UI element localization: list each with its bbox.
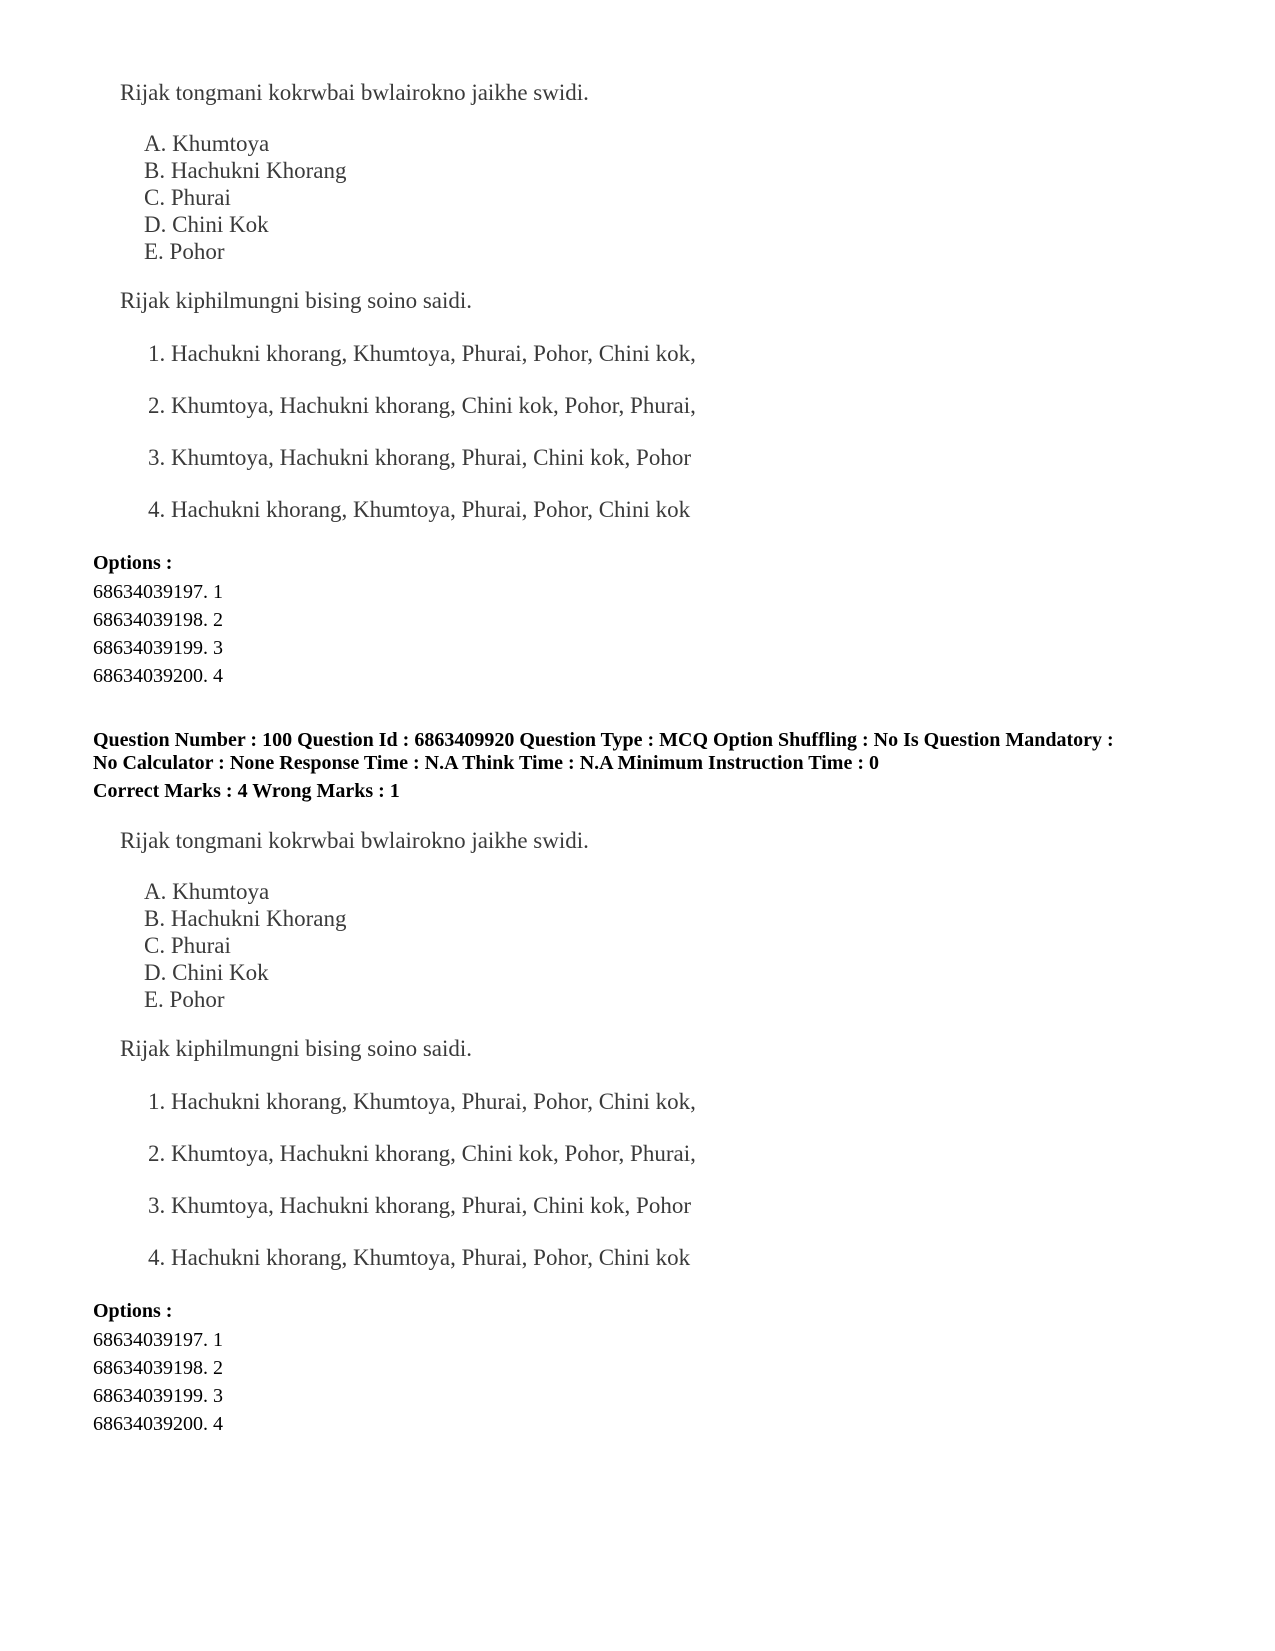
answer-choice: 2. Khumtoya, Hachukni khorang, Chini kok, Pohor, Phurai, [148,1141,696,1166]
list-item: D. Chini Kok [144,212,269,237]
list-item: E. Pohor [144,987,225,1012]
option-row: 68634039197. 1 [93,581,223,603]
question-prompt: Rijak kiphilmungni bising soino saidi. [120,288,473,313]
option-row: 68634039199. 3 [93,637,223,659]
option-row: 68634039200. 4 [93,1413,223,1435]
answer-choice: 4. Hachukni khorang, Khumtoya, Phurai, Pohor, Chini kok [148,497,691,522]
question-stem: Rijak tongmani kokrwbai bwlairokno jaikhe swidi. [120,828,589,853]
answer-choice: 4. Hachukni khorang, Khumtoya, Phurai, Pohor, Chini kok [148,1245,691,1270]
option-row: 68634039198. 2 [93,609,223,631]
list-item: B. Hachukni Khorang [144,158,347,183]
option-row: 68634039198. 2 [93,1357,223,1379]
question-stem: Rijak tongmani kokrwbai bwlairokno jaikhe swidi. [120,80,589,105]
question-prompt: Rijak kiphilmungni bising soino saidi. [120,1036,473,1061]
answer-choice: 3. Khumtoya, Hachukni khorang, Phurai, Chini kok, Pohor [148,1193,692,1218]
answer-choice: 3. Khumtoya, Hachukni khorang, Phurai, Chini kok, Pohor [148,445,692,470]
list-item: C. Phurai [144,933,231,958]
list-item: A. Khumtoya [144,879,270,904]
answer-choice: 1. Hachukni khorang, Khumtoya, Phurai, Pohor, Chini kok, [148,341,696,366]
list-item: B. Hachukni Khorang [144,906,347,931]
question-meta-line-2: No Calculator : None Response Time : N.A Think Time : N.A Minimum Instruction Time : 0 [93,752,879,774]
list-item: C. Phurai [144,185,231,210]
list-item: A. Khumtoya [144,131,270,156]
question-meta-line-1: Question Number : 100 Question Id : 6863409920 Question Type : MCQ Option Shuffling : No Is Question Mandatory : [93,729,1114,751]
option-row: 68634039199. 3 [93,1385,223,1407]
option-row: 68634039200. 4 [93,665,223,687]
question-marks: Correct Marks : 4 Wrong Marks : 1 [93,780,400,802]
list-item: E. Pohor [144,239,225,264]
answer-choice: 1. Hachukni khorang, Khumtoya, Phurai, Pohor, Chini kok, [148,1089,696,1114]
options-heading: Options : [93,552,173,574]
options-heading: Options : [93,1300,173,1322]
list-item: D. Chini Kok [144,960,269,985]
option-row: 68634039197. 1 [93,1329,223,1351]
answer-choice: 2. Khumtoya, Hachukni khorang, Chini kok, Pohor, Phurai, [148,393,696,418]
